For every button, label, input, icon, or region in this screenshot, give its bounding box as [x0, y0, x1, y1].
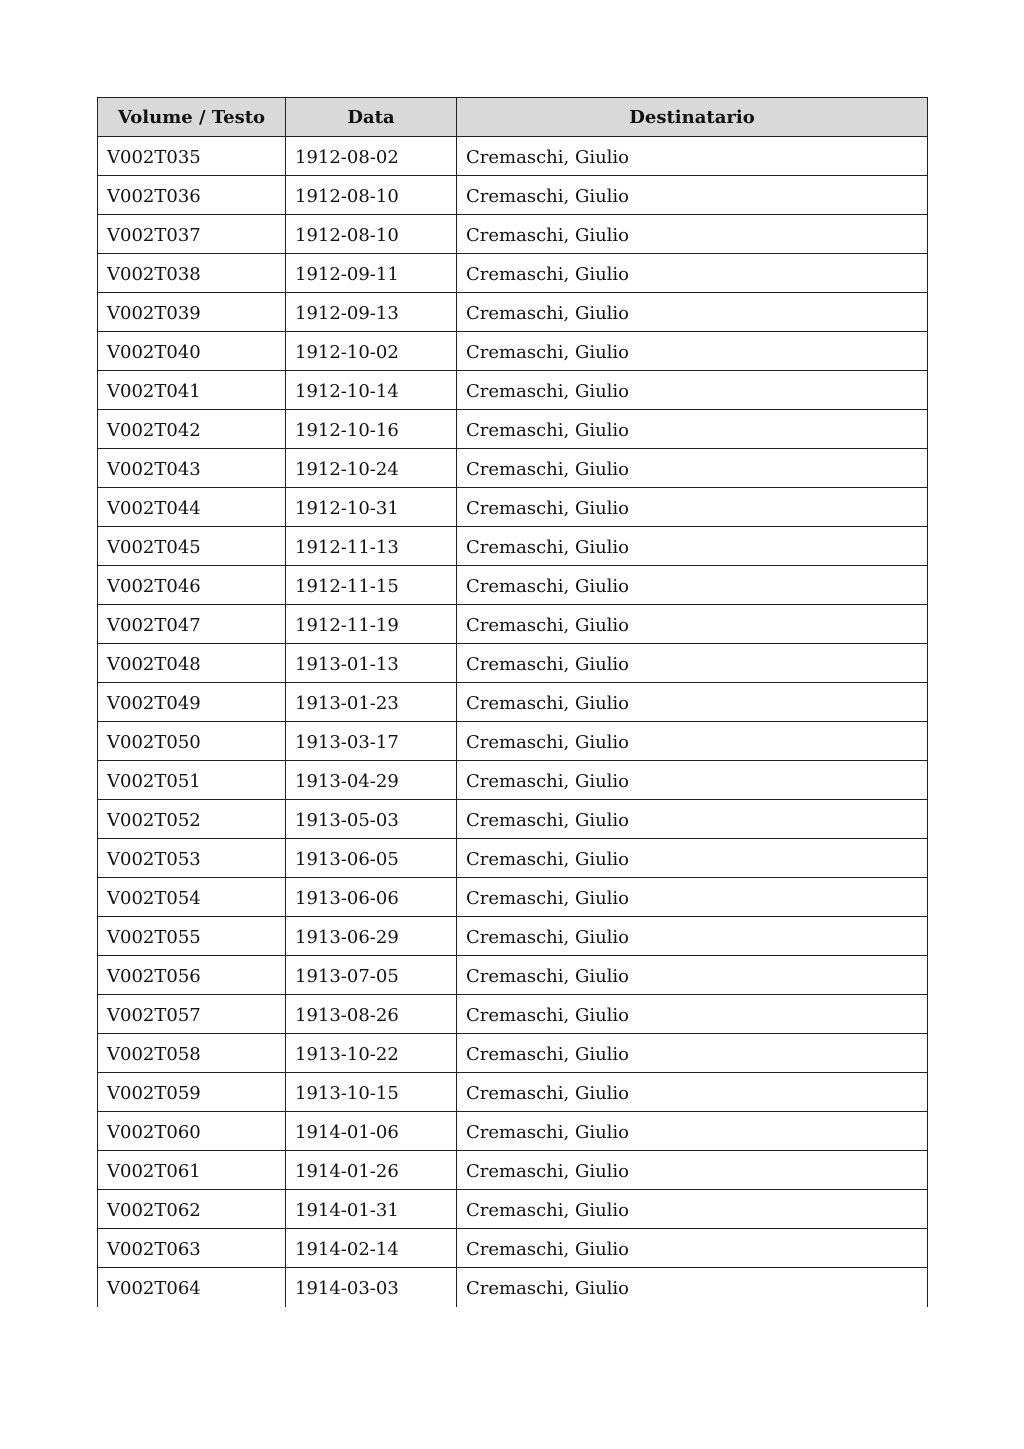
- letters-table: [97, 97, 928, 1307]
- cell-destinatario: Cremaschi, Giulio: [457, 176, 928, 215]
- cell-data: 1912-08-10: [286, 176, 457, 215]
- cell-data: 1912-10-14: [286, 371, 457, 410]
- table-row: [98, 1073, 928, 1112]
- cell-volume-testo: V002T049: [98, 683, 286, 722]
- cell-destinatario: Cremaschi, Giulio: [457, 293, 928, 332]
- cell-volume-testo: V002T059: [98, 1073, 286, 1112]
- cell-destinatario: Cremaschi, Giulio: [457, 995, 928, 1034]
- table-row: [98, 878, 928, 917]
- cell-destinatario: Cremaschi, Giulio: [457, 371, 928, 410]
- table-row: [98, 449, 928, 488]
- table-row: [98, 566, 928, 605]
- cell-volume-testo: V002T043: [98, 449, 286, 488]
- table-row: [98, 644, 928, 683]
- cell-volume-testo: V002T050: [98, 722, 286, 761]
- cell-volume-testo: V002T051: [98, 761, 286, 800]
- cell-destinatario: Cremaschi, Giulio: [457, 1112, 928, 1151]
- table-row: [98, 176, 928, 215]
- cell-data: 1912-08-02: [286, 137, 457, 176]
- cell-destinatario: Cremaschi, Giulio: [457, 1073, 928, 1112]
- table-row: [98, 683, 928, 722]
- header-data: Data: [286, 98, 457, 137]
- table-body: [98, 137, 928, 1307]
- cell-destinatario: Cremaschi, Giulio: [457, 215, 928, 254]
- cell-data: 1913-06-29: [286, 917, 457, 956]
- cell-destinatario: Cremaschi, Giulio: [457, 1151, 928, 1190]
- cell-volume-testo: V002T042: [98, 410, 286, 449]
- cell-destinatario: Cremaschi, Giulio: [457, 683, 928, 722]
- cell-volume-testo: V002T064: [98, 1268, 286, 1307]
- cell-volume-testo: V002T060: [98, 1112, 286, 1151]
- cell-data: 1914-01-26: [286, 1151, 457, 1190]
- cell-volume-testo: V002T063: [98, 1229, 286, 1268]
- table-row: [98, 527, 928, 566]
- cell-data: 1912-11-19: [286, 605, 457, 644]
- cell-destinatario: Cremaschi, Giulio: [457, 722, 928, 761]
- cell-volume-testo: V002T062: [98, 1190, 286, 1229]
- cell-data: 1913-05-03: [286, 800, 457, 839]
- cell-volume-testo: V002T053: [98, 839, 286, 878]
- cell-destinatario: Cremaschi, Giulio: [457, 605, 928, 644]
- cell-data: 1913-06-05: [286, 839, 457, 878]
- table-row: [98, 839, 928, 878]
- table-row: [98, 1190, 928, 1229]
- cell-destinatario: Cremaschi, Giulio: [457, 800, 928, 839]
- cell-data: 1912-10-02: [286, 332, 457, 371]
- cell-data: 1913-08-26: [286, 995, 457, 1034]
- table-row: [98, 137, 928, 176]
- cell-volume-testo: V002T061: [98, 1151, 286, 1190]
- cell-volume-testo: V002T041: [98, 371, 286, 410]
- cell-destinatario: Cremaschi, Giulio: [457, 254, 928, 293]
- cell-data: 1912-09-13: [286, 293, 457, 332]
- table-row: [98, 488, 928, 527]
- cell-destinatario: Cremaschi, Giulio: [457, 1190, 928, 1229]
- cell-destinatario: Cremaschi, Giulio: [457, 137, 928, 176]
- cell-destinatario: Cremaschi, Giulio: [457, 410, 928, 449]
- cell-destinatario: Cremaschi, Giulio: [457, 1034, 928, 1073]
- header-row: [98, 98, 928, 137]
- cell-destinatario: Cremaschi, Giulio: [457, 917, 928, 956]
- table-row: [98, 1112, 928, 1151]
- cell-volume-testo: V002T038: [98, 254, 286, 293]
- cell-volume-testo: V002T035: [98, 137, 286, 176]
- table-row: [98, 761, 928, 800]
- cell-data: 1913-04-29: [286, 761, 457, 800]
- cell-volume-testo: V002T057: [98, 995, 286, 1034]
- cell-data: 1914-01-31: [286, 1190, 457, 1229]
- cell-destinatario: Cremaschi, Giulio: [457, 761, 928, 800]
- cell-volume-testo: V002T058: [98, 1034, 286, 1073]
- cell-data: 1912-10-31: [286, 488, 457, 527]
- table-row: [98, 371, 928, 410]
- cell-volume-testo: V002T044: [98, 488, 286, 527]
- table-row: [98, 995, 928, 1034]
- header-volume-testo: Volume / Testo: [98, 98, 286, 137]
- cell-destinatario: Cremaschi, Giulio: [457, 488, 928, 527]
- header-destinatario: Destinatario: [457, 98, 928, 137]
- cell-data: 1914-03-03: [286, 1268, 457, 1307]
- table-row: [98, 332, 928, 371]
- table-row: [98, 254, 928, 293]
- table-row: [98, 1268, 928, 1307]
- cell-volume-testo: V002T047: [98, 605, 286, 644]
- cell-destinatario: Cremaschi, Giulio: [457, 644, 928, 683]
- table-row: [98, 1229, 928, 1268]
- table-row: [98, 293, 928, 332]
- cell-volume-testo: V002T046: [98, 566, 286, 605]
- cell-destinatario: Cremaschi, Giulio: [457, 878, 928, 917]
- cell-volume-testo: V002T036: [98, 176, 286, 215]
- cell-volume-testo: V002T048: [98, 644, 286, 683]
- cell-data: 1913-03-17: [286, 722, 457, 761]
- cell-volume-testo: V002T052: [98, 800, 286, 839]
- table-row: [98, 722, 928, 761]
- cell-destinatario: Cremaschi, Giulio: [457, 1229, 928, 1268]
- cell-volume-testo: V002T040: [98, 332, 286, 371]
- cell-destinatario: Cremaschi, Giulio: [457, 332, 928, 371]
- table-row: [98, 605, 928, 644]
- cell-data: 1912-10-16: [286, 410, 457, 449]
- table-row: [98, 410, 928, 449]
- table-header: [98, 98, 928, 137]
- cell-data: 1914-02-14: [286, 1229, 457, 1268]
- cell-data: 1912-10-24: [286, 449, 457, 488]
- table-row: [98, 800, 928, 839]
- cell-volume-testo: V002T037: [98, 215, 286, 254]
- cell-volume-testo: V002T039: [98, 293, 286, 332]
- cell-data: 1912-11-15: [286, 566, 457, 605]
- cell-volume-testo: V002T056: [98, 956, 286, 995]
- cell-destinatario: Cremaschi, Giulio: [457, 1268, 928, 1307]
- cell-data: 1913-10-22: [286, 1034, 457, 1073]
- table-row: [98, 956, 928, 995]
- cell-destinatario: Cremaschi, Giulio: [457, 449, 928, 488]
- cell-volume-testo: V002T054: [98, 878, 286, 917]
- cell-data: 1913-01-23: [286, 683, 457, 722]
- table-row: [98, 215, 928, 254]
- cell-destinatario: Cremaschi, Giulio: [457, 956, 928, 995]
- cell-destinatario: Cremaschi, Giulio: [457, 566, 928, 605]
- table-row: [98, 1151, 928, 1190]
- cell-data: 1912-08-10: [286, 215, 457, 254]
- table-row: [98, 1034, 928, 1073]
- cell-destinatario: Cremaschi, Giulio: [457, 527, 928, 566]
- cell-data: 1913-07-05: [286, 956, 457, 995]
- table-row: [98, 917, 928, 956]
- cell-data: 1912-09-11: [286, 254, 457, 293]
- cell-destinatario: Cremaschi, Giulio: [457, 839, 928, 878]
- cell-data: 1913-06-06: [286, 878, 457, 917]
- cell-volume-testo: V002T045: [98, 527, 286, 566]
- cell-data: 1913-01-13: [286, 644, 457, 683]
- cell-volume-testo: V002T055: [98, 917, 286, 956]
- cell-data: 1913-10-15: [286, 1073, 457, 1112]
- cell-data: 1912-11-13: [286, 527, 457, 566]
- cell-data: 1914-01-06: [286, 1112, 457, 1151]
